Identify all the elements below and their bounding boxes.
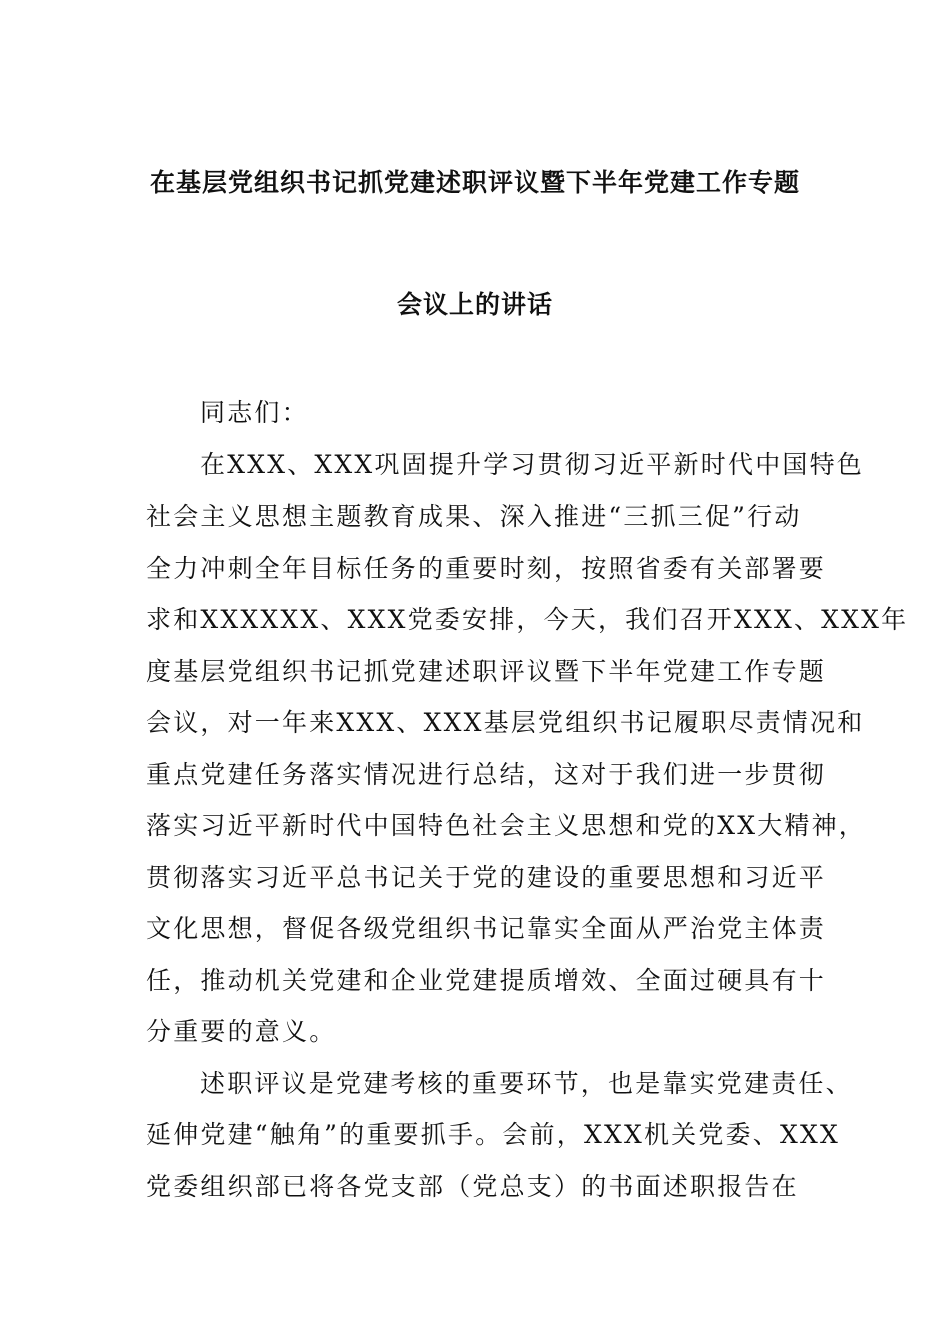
paragraph-1-line: 度基层党组织书记抓党建述职评议暨下半年党建工作专题	[146, 657, 827, 686]
paragraph-1-line: 全力冲刺全年目标任务的重要时刻，按照省委有关部署要	[146, 554, 827, 583]
paragraph-1-line: 在XXX、XXX巩固提升学习贯彻习近平新时代中国特色	[200, 450, 864, 479]
paragraph-1-line: 重点党建任务落实情况进行总结，这对于我们进一步贯彻	[146, 760, 827, 789]
paragraph-1-line: 任，推动机关党建和企业党建提质增效、全面过硬具有十	[146, 966, 827, 995]
paragraph-1-line: 文化思想，督促各级党组织书记靠实全面从严治党主体责	[146, 914, 827, 943]
document-title-line-1: 在基层党组织书记抓党建述职评议暨下半年党建工作专题	[149, 168, 800, 197]
paragraph-1-line: 会议，对一年来XXX、XXX基层党组织书记履职尽责情况和	[146, 708, 865, 737]
paragraph-1-line: 分重要的意义。	[146, 1017, 337, 1046]
paragraph-1-line: 求和XXXXXX、XXX党委安排，今天，我们召开XXX、XXX年	[146, 605, 909, 634]
paragraph-1-line: 落实习近平新时代中国特色社会主义思想和党的XX大精神，	[146, 811, 866, 840]
paragraph-2-line: 党委组织部已将各党支部（党总支）的书面述职报告在	[146, 1172, 799, 1201]
paragraph-2-line: 延伸党建“触角”的重要抓手。会前，XXX机关党委、XXX	[146, 1120, 840, 1149]
salutation: 同志们：	[200, 398, 309, 427]
paragraph-1-line: 社会主义思想主题教育成果、深入推进“三抓三促”行动	[146, 502, 802, 531]
document-title-line-2: 会议上的讲话	[396, 290, 553, 319]
paragraph-1-line: 贯彻落实习近平总书记关于党的建设的重要思想和习近平	[146, 863, 827, 892]
paragraph-2-line: 述职评议是党建考核的重要环节，也是靠实党建责任、	[200, 1069, 853, 1098]
